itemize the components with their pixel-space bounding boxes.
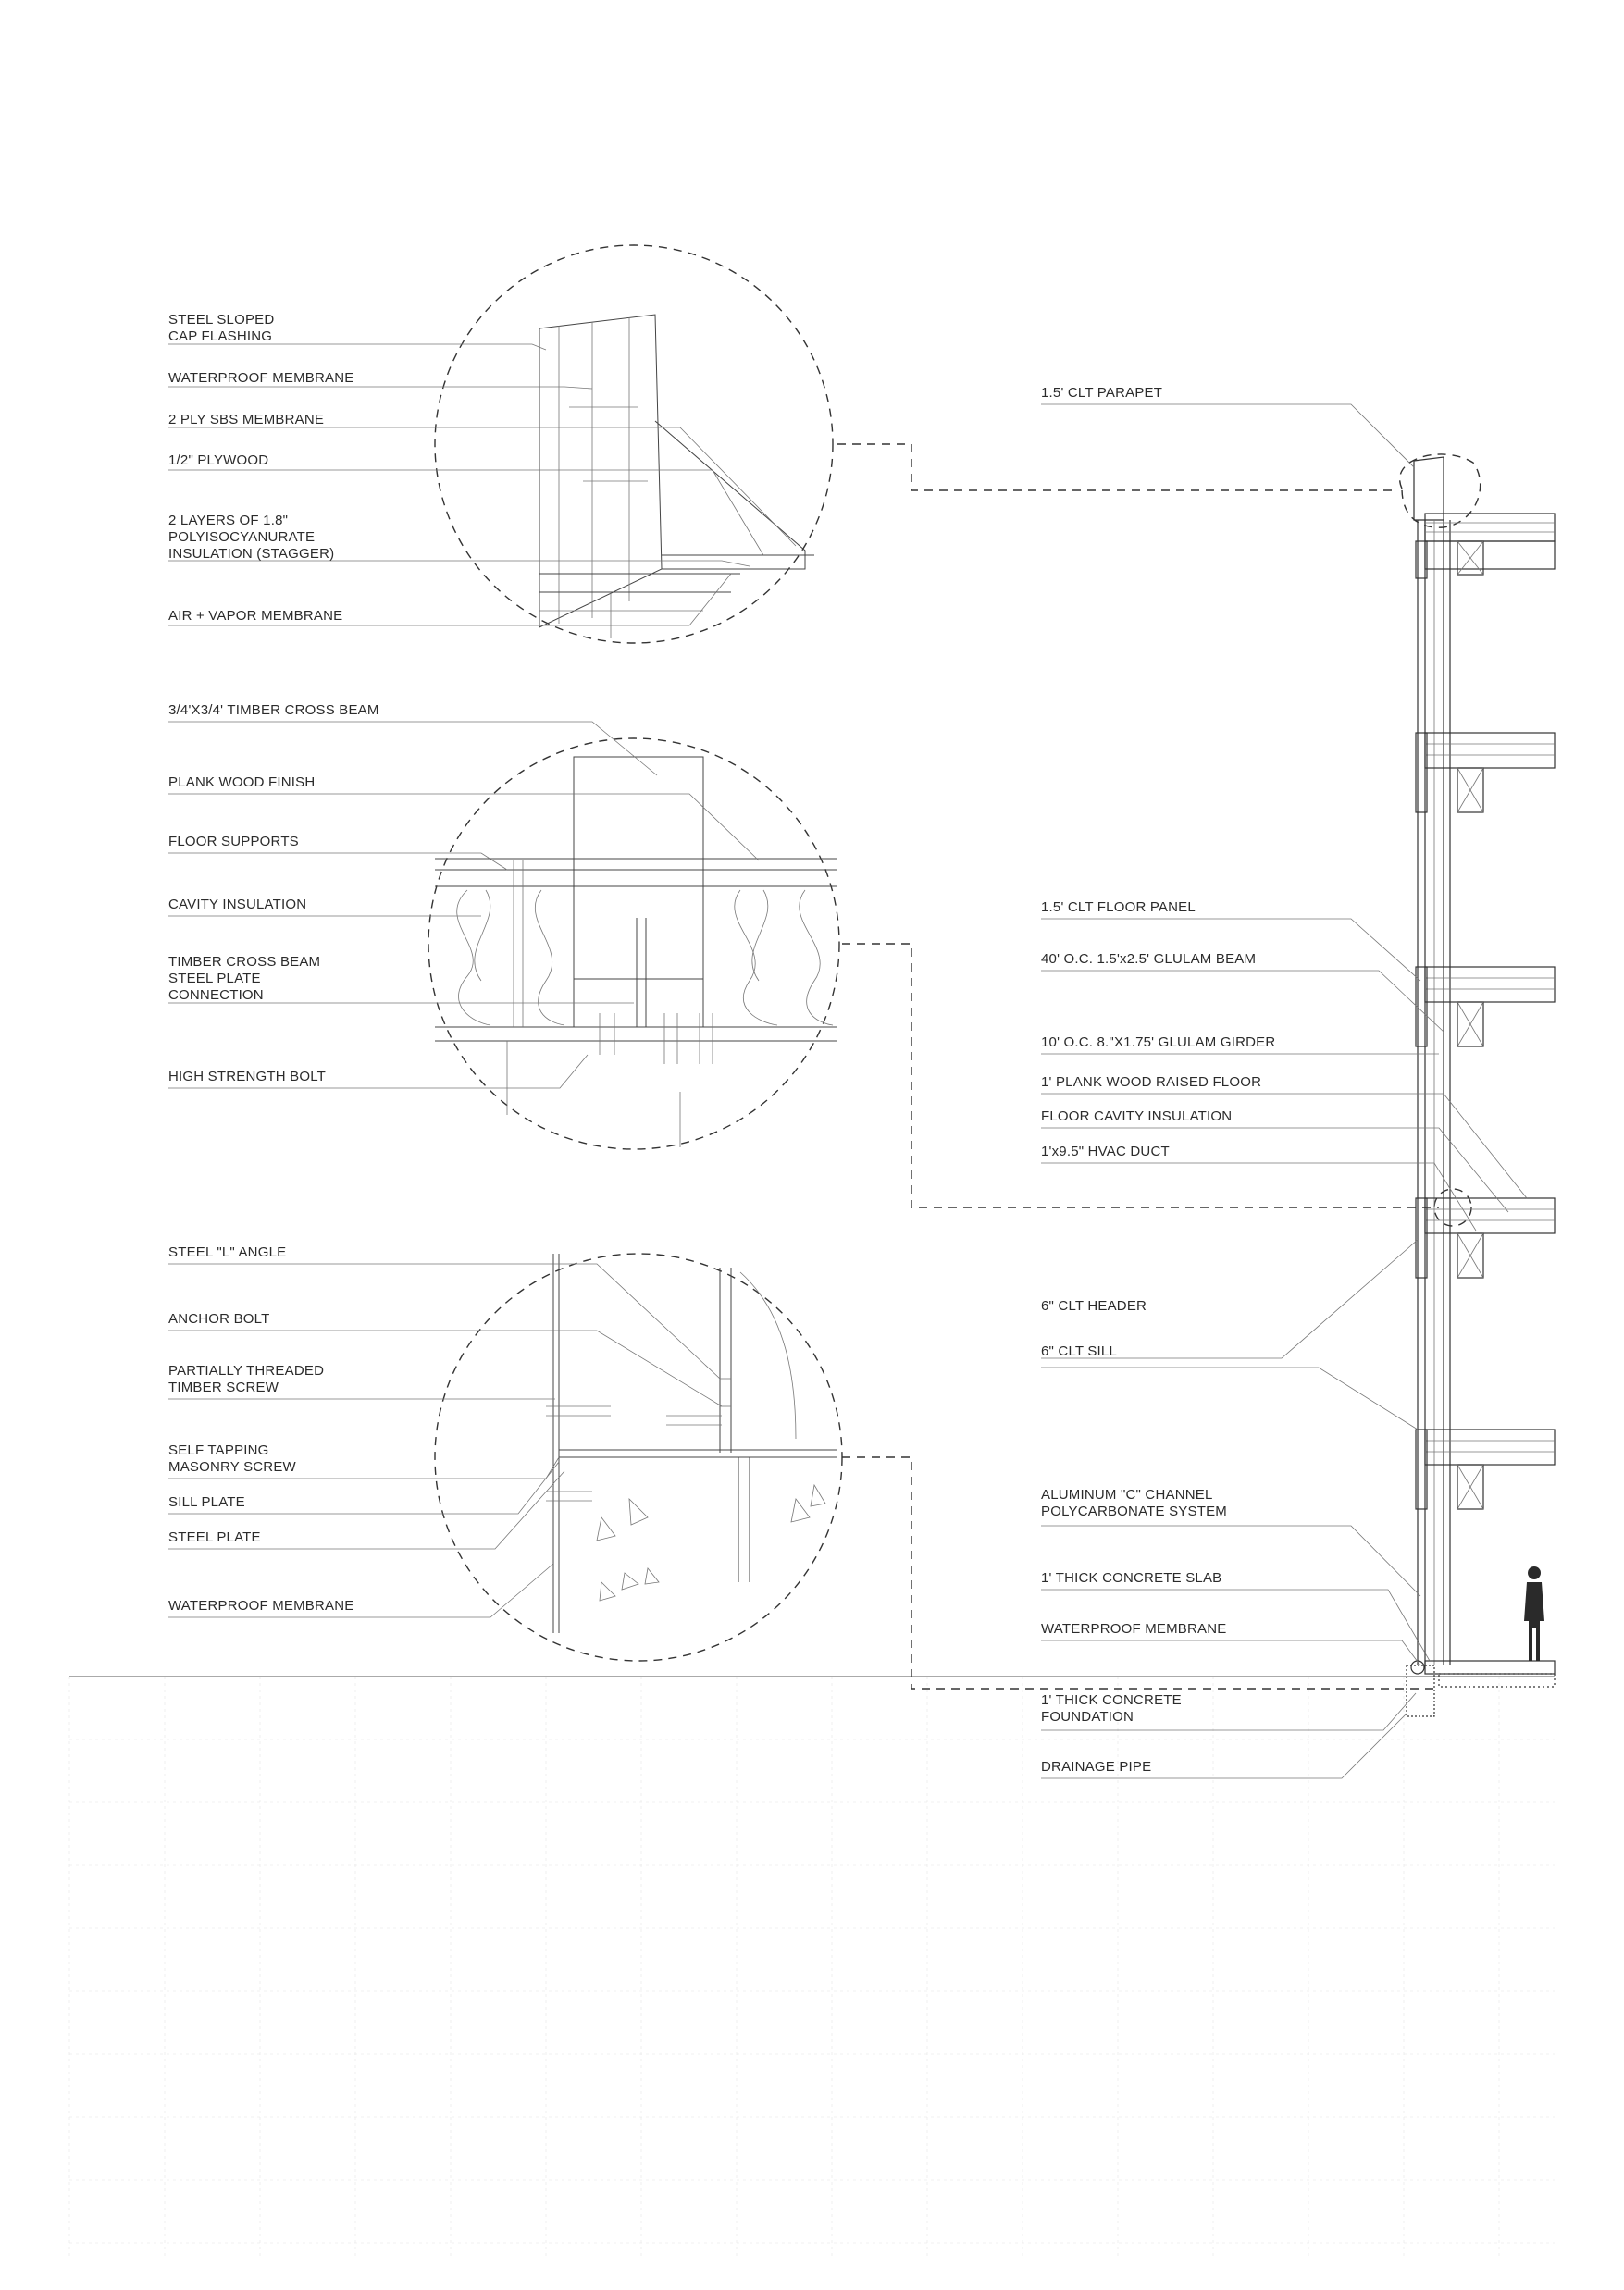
label-steel-l-angle: STEEL "L" ANGLE bbox=[168, 1244, 287, 1260]
floor-level-5 bbox=[1416, 733, 1555, 812]
label-self-tapping-masonry-screw: SELF TAPPING MASONRY SCREW bbox=[168, 1442, 296, 1475]
label-clt-parapet: 1.5' CLT PARAPET bbox=[1041, 385, 1163, 401]
label-partially-threaded-timber-screw: PARTIALLY THREADED TIMBER SCREW bbox=[168, 1363, 325, 1395]
floor-level-3 bbox=[1416, 1198, 1555, 1278]
label-sill-plate: SILL PLATE bbox=[168, 1494, 245, 1510]
label-steel-sloped-cap-flashing: STEEL SLOPED CAP FLASHING bbox=[168, 312, 275, 344]
label-aluminum-c-channel: ALUMINUM "C" CHANNEL POLYCARBONATE SYSTEM bbox=[1041, 1487, 1227, 1519]
label-polyiso-insulation: 2 LAYERS OF 1.8" POLYISOCYANURATE INSULATION (STAGGER) bbox=[168, 513, 335, 562]
label-floor-supports: FLOOR SUPPORTS bbox=[168, 834, 299, 849]
floor-level-2 bbox=[1416, 1430, 1555, 1509]
detail-parapet-leaders bbox=[168, 344, 796, 625]
label-concrete-foundation: 1' THICK CONCRETE FOUNDATION bbox=[1041, 1692, 1182, 1725]
label-waterproof-membrane-section: WATERPROOF MEMBRANE bbox=[1041, 1621, 1227, 1637]
detail-parapet-labels bbox=[168, 312, 353, 624]
detail-floor bbox=[428, 738, 1439, 1207]
label-clt-sill: 6" CLT SILL bbox=[1041, 1343, 1118, 1359]
label-plank-wood-raised-floor: 1' PLANK WOOD RAISED FLOOR bbox=[1041, 1074, 1262, 1090]
label-concrete-slab: 1' THICK CONCRETE SLAB bbox=[1041, 1570, 1222, 1586]
label-air-vapor-membrane: AIR + VAPOR MEMBRANE bbox=[168, 608, 343, 624]
label-waterproof-membrane-bottom: WATERPROOF MEMBRANE bbox=[168, 1598, 354, 1614]
label-drainage-pipe: DRAINAGE PIPE bbox=[1041, 1759, 1152, 1775]
detail-floor-circle bbox=[428, 738, 839, 1149]
detail-floor-labels bbox=[168, 702, 379, 1084]
label-plank-wood-finish: PLANK WOOD FINISH bbox=[168, 774, 316, 790]
label-clt-floor-panel: 1.5' CLT FLOOR PANEL bbox=[1041, 899, 1196, 915]
detail-foundation-labels bbox=[168, 1244, 353, 1614]
human-scale-figure bbox=[1524, 1566, 1544, 1661]
label-cavity-insulation: CAVITY INSULATION bbox=[168, 897, 307, 912]
building-section bbox=[1400, 454, 1555, 1716]
label-steel-plate-connection: TIMBER CROSS BEAM STEEL PLATE CONNECTION bbox=[168, 954, 321, 1003]
floor-roof bbox=[1416, 514, 1555, 578]
label-glulam-beam: 40' O.C. 1.5'x2.5' GLULAM BEAM bbox=[1041, 951, 1257, 967]
detail-foundation bbox=[435, 1254, 1439, 1689]
label-2-ply-sbs-membrane: 2 PLY SBS MEMBRANE bbox=[168, 412, 325, 427]
label-waterproof-membrane-top: WATERPROOF MEMBRANE bbox=[168, 370, 354, 386]
label-steel-plate: STEEL PLATE bbox=[168, 1529, 261, 1545]
detail-parapet-callout-line bbox=[837, 444, 1397, 490]
label-floor-cavity-insulation: FLOOR CAVITY INSULATION bbox=[1041, 1108, 1233, 1124]
label-high-strength-bolt: HIGH STRENGTH BOLT bbox=[168, 1069, 326, 1084]
ground-grid bbox=[69, 1677, 1555, 2258]
detail-parapet-circle bbox=[435, 245, 833, 643]
label-timber-cross-beam: 3/4'X3/4' TIMBER CROSS BEAM bbox=[168, 702, 379, 718]
label-hvac-duct: 1'x9.5" HVAC DUCT bbox=[1041, 1144, 1170, 1159]
label-glulam-girder: 10' O.C. 8."X1.75' GLULAM GIRDER bbox=[1041, 1034, 1276, 1050]
floor-level-4 bbox=[1416, 967, 1555, 1046]
section-labels bbox=[1041, 385, 1275, 1775]
label-anchor-bolt: ANCHOR BOLT bbox=[168, 1311, 270, 1327]
detail-parapet bbox=[435, 245, 1397, 643]
label-plywood: 1/2" PLYWOOD bbox=[168, 452, 269, 468]
label-clt-header: 6" CLT HEADER bbox=[1041, 1298, 1147, 1314]
